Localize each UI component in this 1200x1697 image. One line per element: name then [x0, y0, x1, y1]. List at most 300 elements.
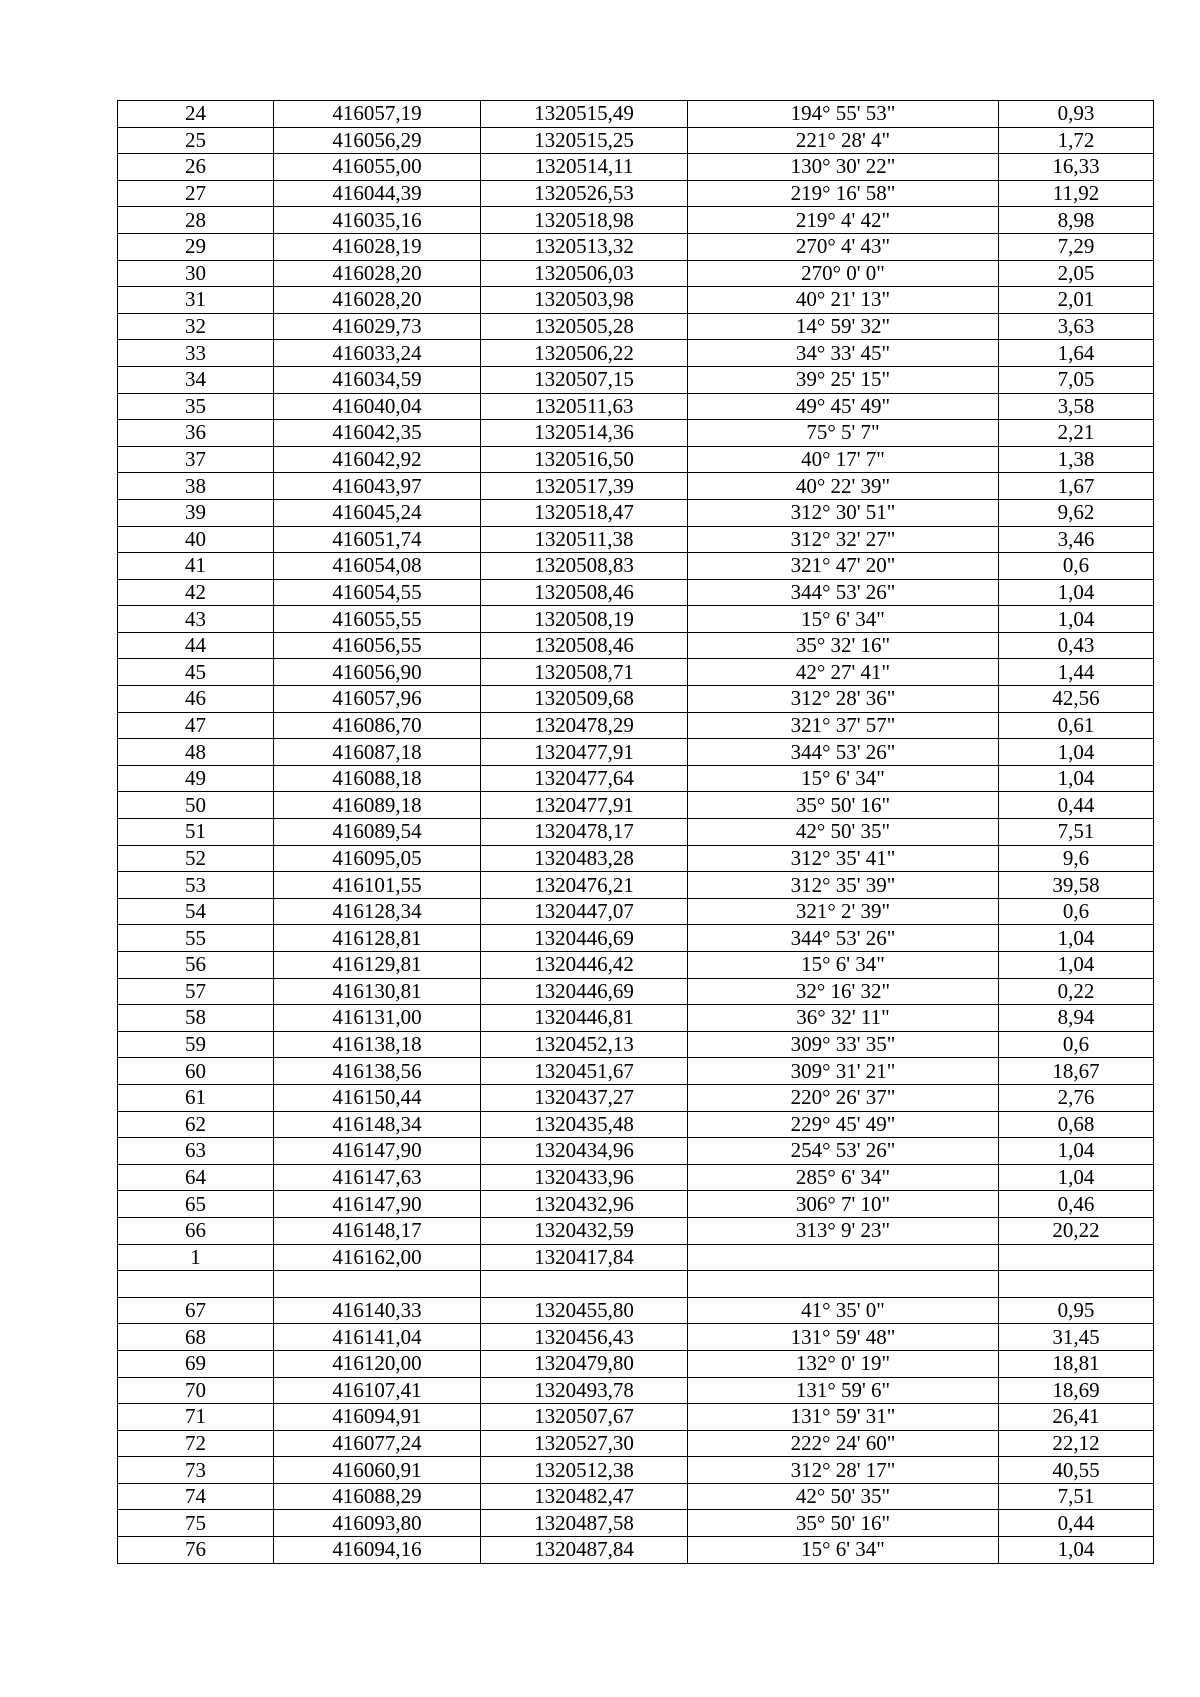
direction-angle-cell: 42° 27' 41" — [688, 659, 999, 686]
table-row — [118, 1377, 1154, 1404]
point-number-cell: 32 — [118, 313, 274, 340]
table-row — [118, 1164, 1154, 1191]
point-number-cell: 69 — [118, 1350, 274, 1377]
distance-cell: 0,43 — [999, 632, 1154, 659]
table-row — [118, 686, 1154, 713]
x-coordinate-cell: 416107,41 — [274, 1377, 481, 1404]
table-row — [118, 925, 1154, 952]
direction-angle-cell: 309° 31' 21" — [688, 1058, 999, 1085]
point-number-cell: 42 — [118, 579, 274, 606]
point-number-cell: 76 — [118, 1537, 274, 1564]
direction-angle-cell: 14° 59' 32" — [688, 313, 999, 340]
distance-cell: 18,67 — [999, 1058, 1154, 1085]
y-coordinate-cell: 1320478,29 — [481, 712, 688, 739]
point-number-cell: 63 — [118, 1138, 274, 1165]
table-row — [118, 1510, 1154, 1537]
x-coordinate-cell: 416057,96 — [274, 686, 481, 713]
table-row — [118, 1031, 1154, 1058]
table-row — [118, 819, 1154, 846]
y-coordinate-cell: 1320482,47 — [481, 1483, 688, 1510]
table-row — [118, 632, 1154, 659]
y-coordinate-cell: 1320527,30 — [481, 1430, 688, 1457]
y-coordinate-cell: 1320433,96 — [481, 1164, 688, 1191]
y-coordinate-cell: 1320506,03 — [481, 260, 688, 287]
x-coordinate-cell: 416028,19 — [274, 233, 481, 260]
y-coordinate-cell: 1320508,19 — [481, 606, 688, 633]
x-coordinate-cell: 416034,59 — [274, 366, 481, 393]
table-row — [118, 1058, 1154, 1085]
table-row — [118, 952, 1154, 979]
y-coordinate-cell: 1320511,38 — [481, 526, 688, 553]
point-number-cell: 40 — [118, 526, 274, 553]
y-coordinate-cell: 1320477,64 — [481, 765, 688, 792]
direction-angle-cell: 42° 50' 35" — [688, 1483, 999, 1510]
y-coordinate-cell: 1320432,59 — [481, 1217, 688, 1244]
x-coordinate-cell: 416094,16 — [274, 1537, 481, 1564]
point-number-cell: 24 — [118, 101, 274, 128]
direction-angle-cell: 35° 50' 16" — [688, 792, 999, 819]
direction-angle-cell: 312° 32' 27" — [688, 526, 999, 553]
y-coordinate-cell: 1320507,67 — [481, 1404, 688, 1431]
table-row — [118, 287, 1154, 314]
distance-cell: 1,64 — [999, 340, 1154, 367]
point-number-cell: 73 — [118, 1457, 274, 1484]
direction-angle-cell: 321° 47' 20" — [688, 553, 999, 580]
point-number-cell: 25 — [118, 127, 274, 154]
direction-angle-cell: 312° 35' 41" — [688, 845, 999, 872]
direction-angle-cell: 306° 7' 10" — [688, 1191, 999, 1218]
distance-cell: 8,98 — [999, 207, 1154, 234]
table-row — [118, 1457, 1154, 1484]
point-number-cell: 61 — [118, 1084, 274, 1111]
distance-cell: 18,69 — [999, 1377, 1154, 1404]
table-row — [118, 313, 1154, 340]
point-number-cell: 68 — [118, 1324, 274, 1351]
y-coordinate-cell: 1320479,80 — [481, 1350, 688, 1377]
direction-angle-cell — [688, 1271, 999, 1298]
y-coordinate-cell: 1320514,36 — [481, 420, 688, 447]
distance-cell: 8,94 — [999, 1005, 1154, 1032]
point-number-cell: 33 — [118, 340, 274, 367]
point-number-cell: 58 — [118, 1005, 274, 1032]
distance-cell: 1,04 — [999, 579, 1154, 606]
y-coordinate-cell: 1320512,38 — [481, 1457, 688, 1484]
x-coordinate-cell: 416147,90 — [274, 1191, 481, 1218]
y-coordinate-cell: 1320514,11 — [481, 154, 688, 181]
table-row — [118, 393, 1154, 420]
direction-angle-cell: 219° 16' 58" — [688, 180, 999, 207]
distance-cell: 1,04 — [999, 765, 1154, 792]
point-number-cell: 62 — [118, 1111, 274, 1138]
y-coordinate-cell: 1320487,84 — [481, 1537, 688, 1564]
direction-angle-cell: 39° 25' 15" — [688, 366, 999, 393]
x-coordinate-cell: 416138,56 — [274, 1058, 481, 1085]
x-coordinate-cell: 416077,24 — [274, 1430, 481, 1457]
point-number-cell: 28 — [118, 207, 274, 234]
distance-cell: 9,6 — [999, 845, 1154, 872]
point-number-cell: 47 — [118, 712, 274, 739]
direction-angle-cell: 40° 22' 39" — [688, 473, 999, 500]
direction-angle-cell: 344° 53' 26" — [688, 739, 999, 766]
distance-cell: 0,44 — [999, 792, 1154, 819]
y-coordinate-cell: 1320446,69 — [481, 925, 688, 952]
x-coordinate-cell: 416120,00 — [274, 1350, 481, 1377]
table-row — [118, 1483, 1154, 1510]
direction-angle-cell: 312° 35' 39" — [688, 872, 999, 899]
distance-cell: 3,63 — [999, 313, 1154, 340]
point-number-cell: 57 — [118, 978, 274, 1005]
table-row — [118, 340, 1154, 367]
direction-angle-cell: 36° 32' 11" — [688, 1005, 999, 1032]
x-coordinate-cell: 416148,17 — [274, 1217, 481, 1244]
distance-cell: 1,67 — [999, 473, 1154, 500]
distance-cell — [999, 1244, 1154, 1271]
direction-angle-cell — [688, 1244, 999, 1271]
direction-angle-cell: 229° 45' 49" — [688, 1111, 999, 1138]
y-coordinate-cell: 1320503,98 — [481, 287, 688, 314]
point-number-cell: 27 — [118, 180, 274, 207]
distance-cell: 2,76 — [999, 1084, 1154, 1111]
y-coordinate-cell: 1320432,96 — [481, 1191, 688, 1218]
y-coordinate-cell: 1320508,46 — [481, 579, 688, 606]
x-coordinate-cell: 416056,55 — [274, 632, 481, 659]
distance-cell: 7,51 — [999, 1483, 1154, 1510]
y-coordinate-cell: 1320456,43 — [481, 1324, 688, 1351]
x-coordinate-cell: 416088,29 — [274, 1483, 481, 1510]
table-row — [118, 978, 1154, 1005]
distance-cell: 22,12 — [999, 1430, 1154, 1457]
point-number-cell: 34 — [118, 366, 274, 393]
x-coordinate-cell: 416060,91 — [274, 1457, 481, 1484]
distance-cell: 0,6 — [999, 1031, 1154, 1058]
distance-cell: 1,04 — [999, 952, 1154, 979]
point-number-cell: 66 — [118, 1217, 274, 1244]
x-coordinate-cell: 416147,90 — [274, 1138, 481, 1165]
table-row — [118, 1324, 1154, 1351]
point-number-cell: 45 — [118, 659, 274, 686]
direction-angle-cell: 40° 21' 13" — [688, 287, 999, 314]
distance-cell: 18,81 — [999, 1350, 1154, 1377]
y-coordinate-cell: 1320451,67 — [481, 1058, 688, 1085]
table-row — [118, 101, 1154, 128]
x-coordinate-cell: 416162,00 — [274, 1244, 481, 1271]
x-coordinate-cell: 416028,20 — [274, 260, 481, 287]
table-row — [118, 1111, 1154, 1138]
table-row — [118, 1430, 1154, 1457]
x-coordinate-cell: 416042,35 — [274, 420, 481, 447]
point-number-cell: 26 — [118, 154, 274, 181]
distance-cell: 40,55 — [999, 1457, 1154, 1484]
distance-cell: 26,41 — [999, 1404, 1154, 1431]
point-number-cell: 48 — [118, 739, 274, 766]
y-coordinate-cell: 1320477,91 — [481, 792, 688, 819]
table-row — [118, 845, 1154, 872]
direction-angle-cell: 131° 59' 6" — [688, 1377, 999, 1404]
point-number-cell: 49 — [118, 765, 274, 792]
x-coordinate-cell: 416055,00 — [274, 154, 481, 181]
x-coordinate-cell: 416042,92 — [274, 446, 481, 473]
table-row — [118, 659, 1154, 686]
point-number-cell: 55 — [118, 925, 274, 952]
direction-angle-cell: 35° 32' 16" — [688, 632, 999, 659]
point-number-cell: 74 — [118, 1483, 274, 1510]
distance-cell: 0,95 — [999, 1297, 1154, 1324]
y-coordinate-cell: 1320437,27 — [481, 1084, 688, 1111]
table-row — [118, 1138, 1154, 1165]
x-coordinate-cell: 416128,34 — [274, 898, 481, 925]
x-coordinate-cell: 416055,55 — [274, 606, 481, 633]
point-number-cell: 59 — [118, 1031, 274, 1058]
point-number-cell: 38 — [118, 473, 274, 500]
table-row — [118, 526, 1154, 553]
point-number-cell: 1 — [118, 1244, 274, 1271]
direction-angle-cell: 344° 53' 26" — [688, 579, 999, 606]
table-row — [118, 553, 1154, 580]
x-coordinate-cell: 416130,81 — [274, 978, 481, 1005]
distance-cell: 0,6 — [999, 553, 1154, 580]
table-row — [118, 366, 1154, 393]
direction-angle-cell: 254° 53' 26" — [688, 1138, 999, 1165]
direction-angle-cell: 220° 26' 37" — [688, 1084, 999, 1111]
table-row — [118, 792, 1154, 819]
y-coordinate-cell: 1320518,98 — [481, 207, 688, 234]
direction-angle-cell: 312° 28' 36" — [688, 686, 999, 713]
table-row — [118, 1271, 1154, 1298]
distance-cell — [999, 1271, 1154, 1298]
point-number-cell: 43 — [118, 606, 274, 633]
point-number-cell: 67 — [118, 1297, 274, 1324]
x-coordinate-cell: 416140,33 — [274, 1297, 481, 1324]
table-row — [118, 180, 1154, 207]
direction-angle-cell: 40° 17' 7" — [688, 446, 999, 473]
y-coordinate-cell: 1320505,28 — [481, 313, 688, 340]
x-coordinate-cell: 416044,39 — [274, 180, 481, 207]
x-coordinate-cell: 416056,29 — [274, 127, 481, 154]
distance-cell: 0,93 — [999, 101, 1154, 128]
direction-angle-cell: 222° 24' 60" — [688, 1430, 999, 1457]
direction-angle-cell: 131° 59' 48" — [688, 1324, 999, 1351]
distance-cell: 7,29 — [999, 233, 1154, 260]
distance-cell: 1,04 — [999, 1138, 1154, 1165]
x-coordinate-cell: 416035,16 — [274, 207, 481, 234]
table-row — [118, 420, 1154, 447]
point-number-cell: 39 — [118, 499, 274, 526]
x-coordinate-cell: 416148,34 — [274, 1111, 481, 1138]
point-number-cell: 51 — [118, 819, 274, 846]
direction-angle-cell: 130° 30' 22" — [688, 154, 999, 181]
distance-cell: 1,04 — [999, 606, 1154, 633]
table-row — [118, 739, 1154, 766]
point-number-cell: 75 — [118, 1510, 274, 1537]
coordinates-table-body — [118, 101, 1154, 1564]
distance-cell: 1,72 — [999, 127, 1154, 154]
point-number-cell: 60 — [118, 1058, 274, 1085]
direction-angle-cell: 312° 30' 51" — [688, 499, 999, 526]
y-coordinate-cell: 1320477,91 — [481, 739, 688, 766]
direction-angle-cell: 194° 55' 53" — [688, 101, 999, 128]
distance-cell: 1,04 — [999, 739, 1154, 766]
x-coordinate-cell: 416141,04 — [274, 1324, 481, 1351]
x-coordinate-cell: 416054,55 — [274, 579, 481, 606]
direction-angle-cell: 221° 28' 4" — [688, 127, 999, 154]
x-coordinate-cell: 416150,44 — [274, 1084, 481, 1111]
table-row — [118, 233, 1154, 260]
distance-cell: 1,44 — [999, 659, 1154, 686]
point-number-cell: 52 — [118, 845, 274, 872]
x-coordinate-cell: 416093,80 — [274, 1510, 481, 1537]
y-coordinate-cell: 1320476,21 — [481, 872, 688, 899]
point-number-cell: 70 — [118, 1377, 274, 1404]
direction-angle-cell: 49° 45' 49" — [688, 393, 999, 420]
distance-cell: 1,04 — [999, 1164, 1154, 1191]
point-number-cell: 65 — [118, 1191, 274, 1218]
x-coordinate-cell: 416057,19 — [274, 101, 481, 128]
distance-cell: 2,05 — [999, 260, 1154, 287]
table-row — [118, 473, 1154, 500]
distance-cell: 3,58 — [999, 393, 1154, 420]
direction-angle-cell: 321° 2' 39" — [688, 898, 999, 925]
y-coordinate-cell: 1320515,49 — [481, 101, 688, 128]
point-number-cell: 46 — [118, 686, 274, 713]
x-coordinate-cell: 416088,18 — [274, 765, 481, 792]
y-coordinate-cell: 1320478,17 — [481, 819, 688, 846]
table-row — [118, 1084, 1154, 1111]
table-row — [118, 898, 1154, 925]
distance-cell: 0,68 — [999, 1111, 1154, 1138]
point-number-cell: 29 — [118, 233, 274, 260]
table-row — [118, 606, 1154, 633]
x-coordinate-cell: 416089,54 — [274, 819, 481, 846]
distance-cell: 1,38 — [999, 446, 1154, 473]
direction-angle-cell: 15° 6' 34" — [688, 1537, 999, 1564]
y-coordinate-cell: 1320517,39 — [481, 473, 688, 500]
point-number-cell — [118, 1271, 274, 1298]
x-coordinate-cell: 416089,18 — [274, 792, 481, 819]
x-coordinate-cell: 416128,81 — [274, 925, 481, 952]
direction-angle-cell: 270° 4' 43" — [688, 233, 999, 260]
table-row — [118, 579, 1154, 606]
table-row — [118, 1005, 1154, 1032]
distance-cell: 2,21 — [999, 420, 1154, 447]
x-coordinate-cell: 416147,63 — [274, 1164, 481, 1191]
point-number-cell: 53 — [118, 872, 274, 899]
x-coordinate-cell: 416056,90 — [274, 659, 481, 686]
x-coordinate-cell: 416087,18 — [274, 739, 481, 766]
y-coordinate-cell: 1320447,07 — [481, 898, 688, 925]
point-number-cell: 54 — [118, 898, 274, 925]
x-coordinate-cell: 416051,74 — [274, 526, 481, 553]
direction-angle-cell: 313° 9' 23" — [688, 1217, 999, 1244]
distance-cell: 20,22 — [999, 1217, 1154, 1244]
point-number-cell: 44 — [118, 632, 274, 659]
distance-cell: 39,58 — [999, 872, 1154, 899]
y-coordinate-cell: 1320506,22 — [481, 340, 688, 367]
direction-angle-cell: 32° 16' 32" — [688, 978, 999, 1005]
y-coordinate-cell: 1320493,78 — [481, 1377, 688, 1404]
point-number-cell: 35 — [118, 393, 274, 420]
point-number-cell: 71 — [118, 1404, 274, 1431]
direction-angle-cell: 35° 50' 16" — [688, 1510, 999, 1537]
distance-cell: 2,01 — [999, 287, 1154, 314]
distance-cell: 0,44 — [999, 1510, 1154, 1537]
y-coordinate-cell: 1320446,81 — [481, 1005, 688, 1032]
point-number-cell: 36 — [118, 420, 274, 447]
x-coordinate-cell: 416101,55 — [274, 872, 481, 899]
distance-cell: 0,6 — [999, 898, 1154, 925]
x-coordinate-cell: 416086,70 — [274, 712, 481, 739]
direction-angle-cell: 219° 4' 42" — [688, 207, 999, 234]
x-coordinate-cell: 416054,08 — [274, 553, 481, 580]
x-coordinate-cell: 416131,00 — [274, 1005, 481, 1032]
table-row — [118, 1297, 1154, 1324]
x-coordinate-cell: 416040,04 — [274, 393, 481, 420]
point-number-cell: 30 — [118, 260, 274, 287]
distance-cell: 11,92 — [999, 180, 1154, 207]
x-coordinate-cell: 416043,97 — [274, 473, 481, 500]
y-coordinate-cell: 1320417,84 — [481, 1244, 688, 1271]
direction-angle-cell: 42° 50' 35" — [688, 819, 999, 846]
y-coordinate-cell: 1320507,15 — [481, 366, 688, 393]
y-coordinate-cell: 1320508,46 — [481, 632, 688, 659]
y-coordinate-cell: 1320487,58 — [481, 1510, 688, 1537]
y-coordinate-cell: 1320518,47 — [481, 499, 688, 526]
y-coordinate-cell: 1320508,71 — [481, 659, 688, 686]
direction-angle-cell: 131° 59' 31" — [688, 1404, 999, 1431]
distance-cell: 0,46 — [999, 1191, 1154, 1218]
distance-cell: 1,04 — [999, 1537, 1154, 1564]
table-row — [118, 499, 1154, 526]
y-coordinate-cell: 1320446,42 — [481, 952, 688, 979]
distance-cell: 7,51 — [999, 819, 1154, 846]
y-coordinate-cell: 1320508,83 — [481, 553, 688, 580]
x-coordinate-cell: 416129,81 — [274, 952, 481, 979]
table-row — [118, 446, 1154, 473]
table-row — [118, 1350, 1154, 1377]
direction-angle-cell: 15° 6' 34" — [688, 952, 999, 979]
distance-cell: 42,56 — [999, 686, 1154, 713]
direction-angle-cell: 132° 0' 19" — [688, 1350, 999, 1377]
direction-angle-cell: 34° 33' 45" — [688, 340, 999, 367]
point-number-cell: 41 — [118, 553, 274, 580]
x-coordinate-cell: 416033,24 — [274, 340, 481, 367]
distance-cell: 0,61 — [999, 712, 1154, 739]
y-coordinate-cell — [481, 1271, 688, 1298]
point-number-cell: 50 — [118, 792, 274, 819]
table-row — [118, 872, 1154, 899]
table-row — [118, 1217, 1154, 1244]
table-row — [118, 1537, 1154, 1564]
x-coordinate-cell: 416138,18 — [274, 1031, 481, 1058]
y-coordinate-cell: 1320435,48 — [481, 1111, 688, 1138]
point-number-cell: 37 — [118, 446, 274, 473]
x-coordinate-cell — [274, 1271, 481, 1298]
direction-angle-cell: 285° 6' 34" — [688, 1164, 999, 1191]
distance-cell: 16,33 — [999, 154, 1154, 181]
distance-cell: 3,46 — [999, 526, 1154, 553]
y-coordinate-cell: 1320434,96 — [481, 1138, 688, 1165]
y-coordinate-cell: 1320509,68 — [481, 686, 688, 713]
y-coordinate-cell: 1320483,28 — [481, 845, 688, 872]
y-coordinate-cell: 1320455,80 — [481, 1297, 688, 1324]
distance-cell: 1,04 — [999, 925, 1154, 952]
table-row — [118, 260, 1154, 287]
direction-angle-cell: 321° 37' 57" — [688, 712, 999, 739]
direction-angle-cell: 312° 28' 17" — [688, 1457, 999, 1484]
distance-cell: 9,62 — [999, 499, 1154, 526]
x-coordinate-cell: 416028,20 — [274, 287, 481, 314]
direction-angle-cell: 15° 6' 34" — [688, 606, 999, 633]
point-number-cell: 72 — [118, 1430, 274, 1457]
